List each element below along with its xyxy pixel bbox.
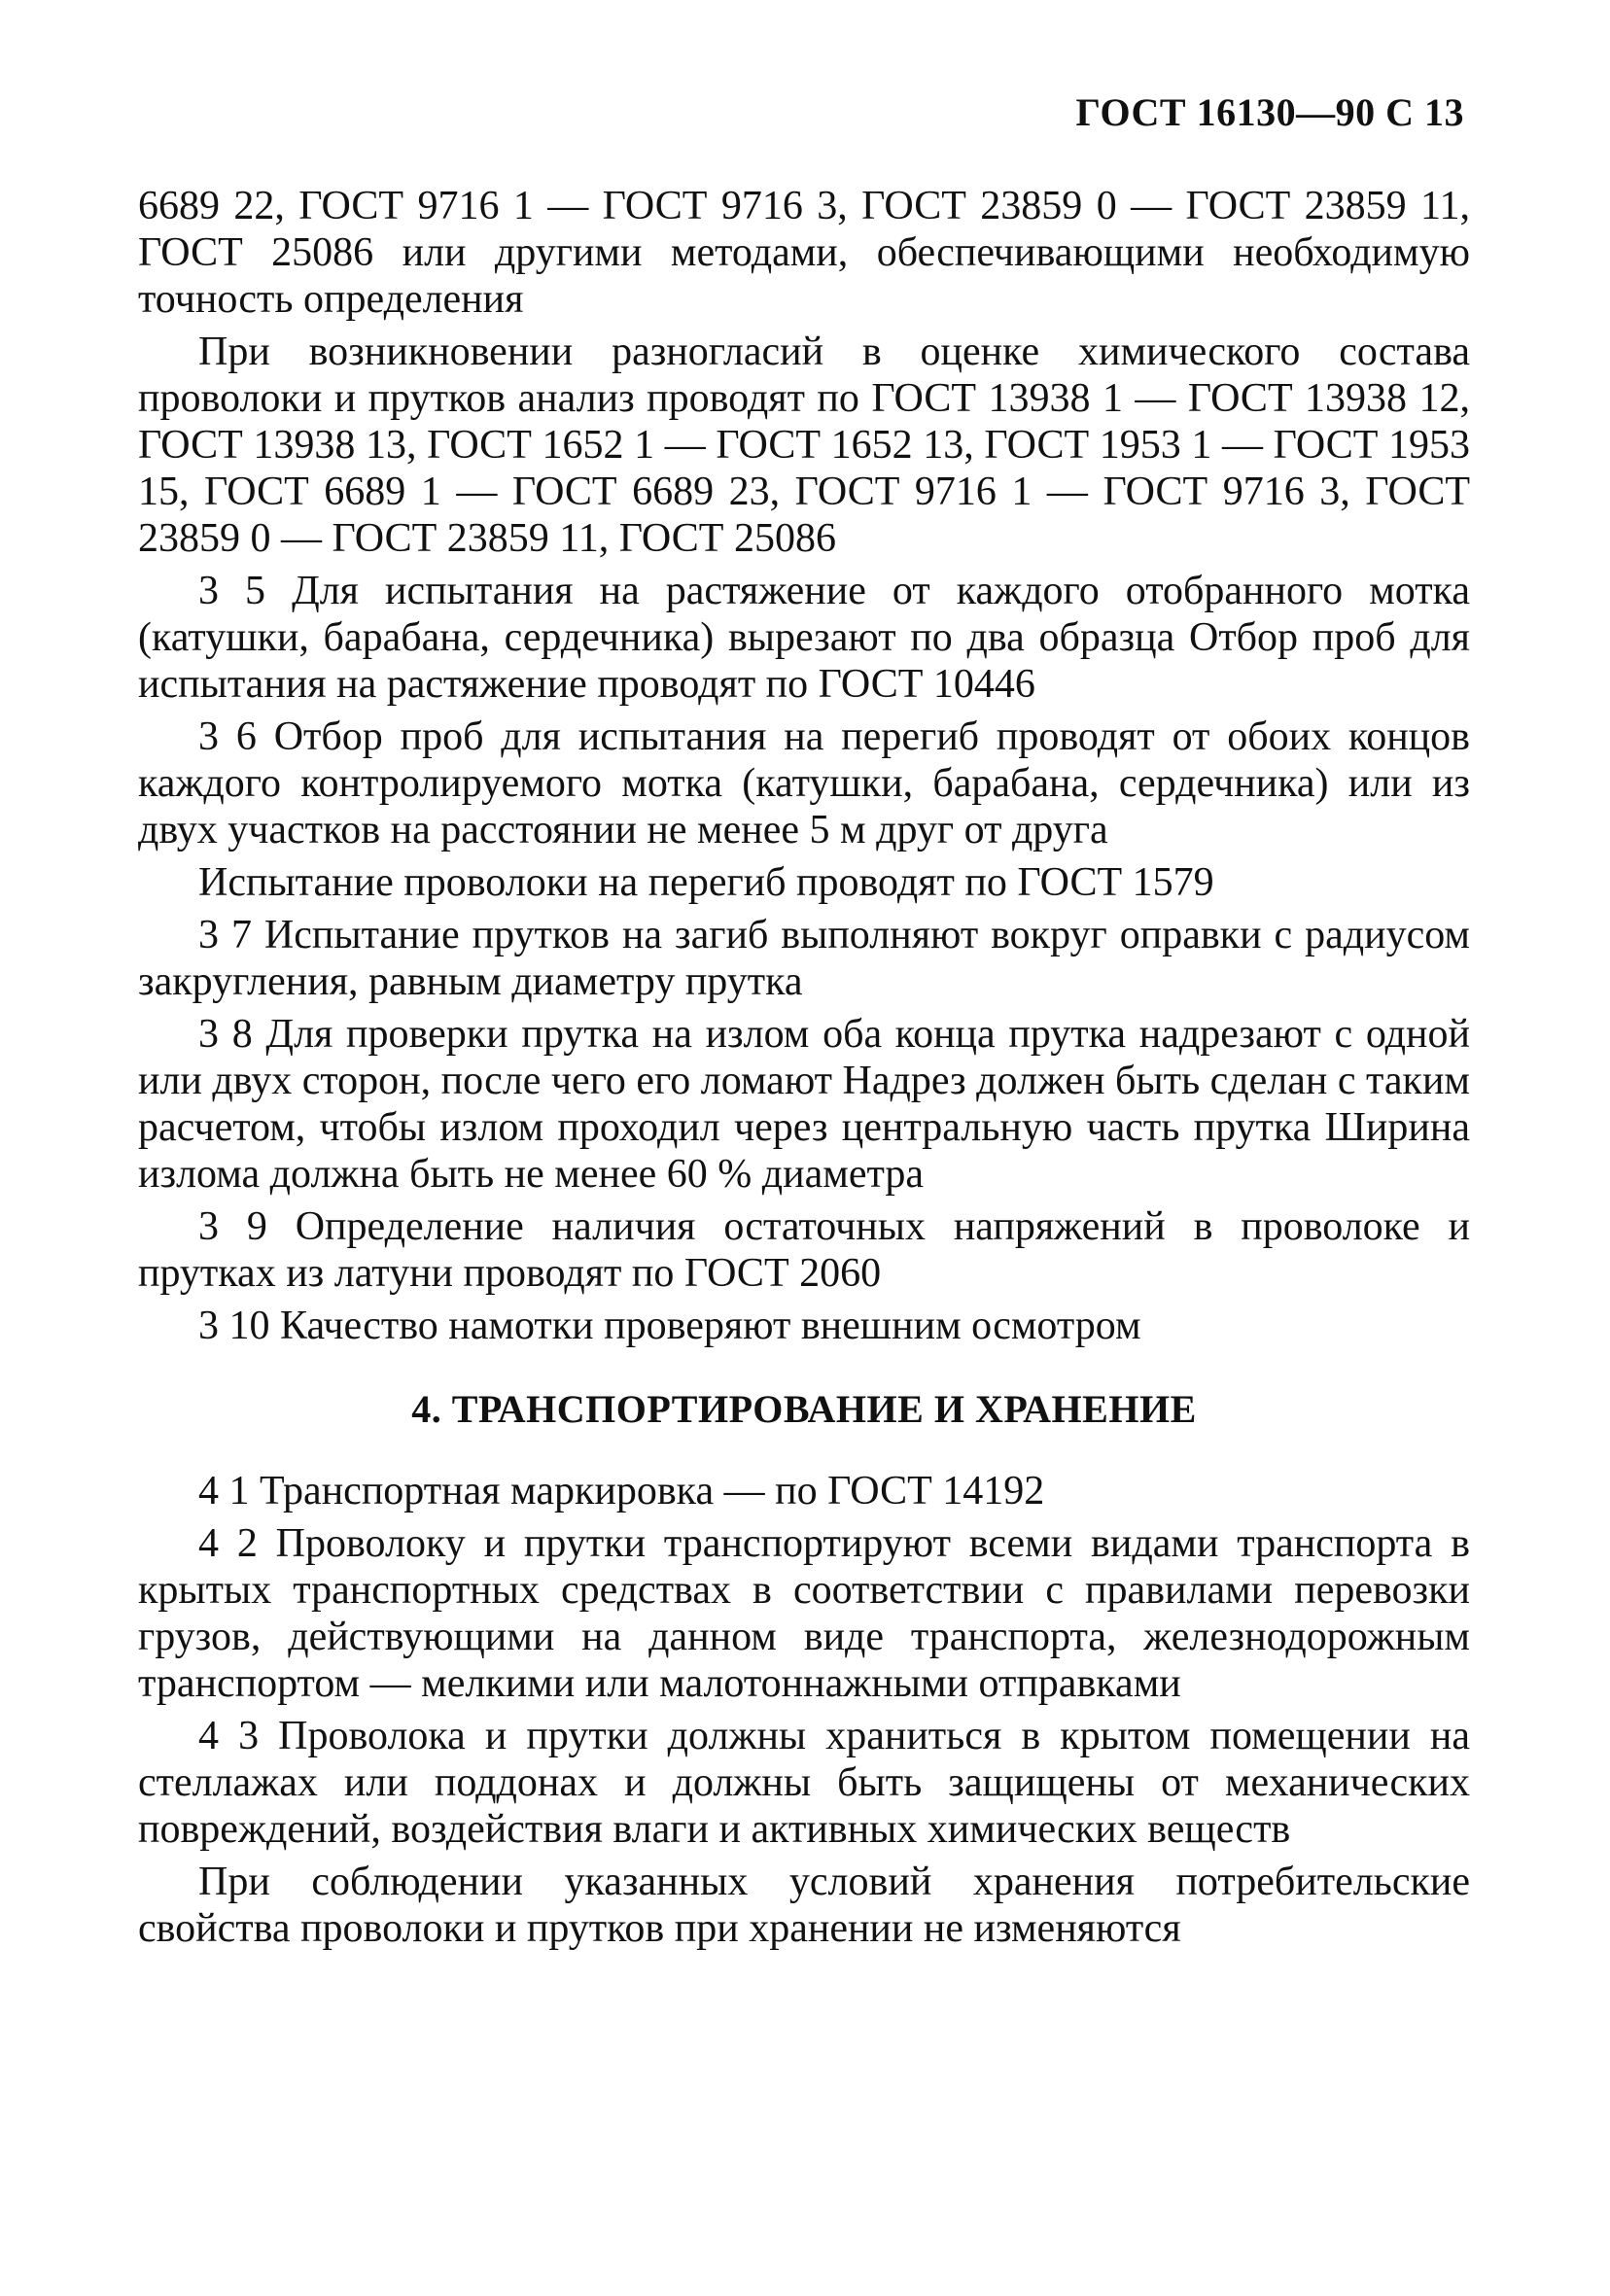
paragraph-continuation: 6689 22, ГОСТ 9716 1 — ГОСТ 9716 3, ГОСТ 23859 0 — ГОСТ 23859 11, ГОСТ 25086 или другими методами, обеспечивающими необходимую точность определения [138,184,1470,322]
paragraph-3-10: 3 10 Качество намотки проверяют внешним осмотром [198,1304,1141,1348]
running-header: ГОСТ 16130—90 С 13 [1075,90,1464,134]
section-4-heading: 4. ТРАНСПОРТИРОВАНИЕ И ХРАНЕНИЕ [411,1387,1197,1431]
paragraph-3-7: 3 7 Испытание прутков на загиб выполняют вокруг оправки с радиусом закругления, равным диаметру прутка [138,913,1470,1004]
paragraph-bend-test: Испытание проволоки на перегиб проводят по ГОСТ 1579 [198,860,1214,905]
paragraph-4-2: 4 2 Проволоку и прутки транспортируют всеми видами транспорта в крытых транспортных средствах в соответствии с правилами перевозки грузов, действующими на данном виде транспорта, железнодорожным транспортом — мелкими или малотоннажными отправками [138,1521,1470,1706]
paragraph-3-8: 3 8 Для проверки прутка на излом оба конца прутка надрезают с одной или двух сторон, после чего его ломают Надрез должен быть сделан с таким расчетом, чтобы излом проходил через центральную часть прутка Ширина излома должна быть не менее 60 % диаметра [138,1012,1470,1197]
paragraph-3-5: 3 5 Для испытания на растяжение от каждого отобранного мотка (катушки, барабана, сердечника) вырезают по два образца Отбор проб для испытания на растяжение проводят по ГОСТ 10446 [138,569,1470,707]
paragraph-4-3: 4 3 Проволока и прутки должны храниться в крытом помещении на стеллажах или поддонах и должны быть защищены от механических повреждений, воздействия влаги и активных химических веществ [138,1714,1470,1852]
paragraph-3-9: 3 9 Определение наличия остаточных напряжений в проволоке и прутках из латуни проводят по ГОСТ 2060 [138,1204,1470,1296]
document-body [138,183,1470,1952]
paragraph-disagreement-analysis: При возникновении разногласий в оценке химического состава проволоки и прутков анализ проводят по ГОСТ 13938 1 — ГОСТ 13938 12, ГОСТ 13938 13, ГОСТ 1652 1 — ГОСТ 1652 13, ГОСТ 1953 1 — ГОСТ 1953 15, ГОСТ 6689 1 — ГОСТ 6689 23, ГОСТ 9716 1 — ГОСТ 9716 3, ГОСТ 23859 0 — ГОСТ 23859 11, ГОСТ 25086 [138,330,1470,561]
paragraph-4-1: 4 1 Транспортная маркировка — по ГОСТ 14192 [198,1469,1045,1513]
paragraph-3-6: 3 6 Отбор проб для испытания на перегиб проводят от обоих концов каждого контролируемого мотка (катушки, барабана, сердечника) или из двух участков на расстоянии не менее 5 м друг от друга [138,714,1470,852]
paragraph-storage-note: При соблюдении указанных условий хранения потребительские свойства проволоки и прутков при хранении не изменяются [138,1860,1470,1951]
